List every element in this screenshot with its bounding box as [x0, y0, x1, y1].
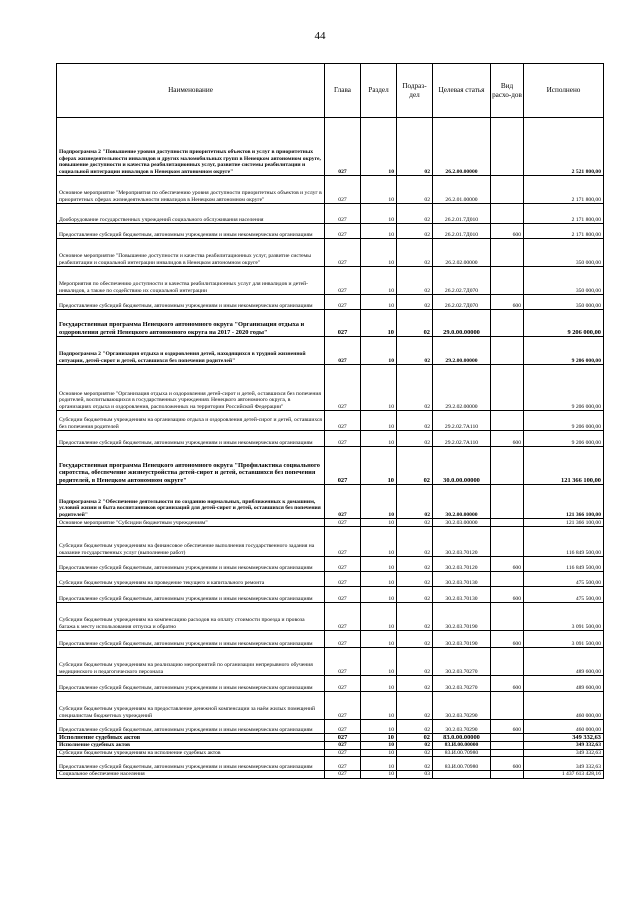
cell-podrazdel: 02	[397, 176, 433, 204]
cell-glava: 027	[325, 519, 361, 527]
cell-glava: 027	[325, 295, 361, 310]
table-row	[57, 365, 604, 411]
cell-glava: 027	[325, 239, 361, 267]
table-row	[57, 527, 604, 557]
cell-razdel: 10	[361, 267, 397, 295]
cell-glava: 027	[325, 527, 361, 557]
cell-name: Исполнение судебных актов	[57, 734, 325, 742]
cell-glava: 027	[325, 757, 361, 771]
cell-razdel: 10	[361, 648, 397, 676]
cell-amount: 2 171 800,00	[524, 176, 604, 204]
cell-target: 30.2.03.70270	[433, 648, 491, 676]
cell-vid	[491, 519, 524, 527]
cell-name: Подпрограмма 2 "Обеспечение деятельности по созданию нормальных, приближенных к домашним, условий жизни и быта воспитанников организаций для детей-сирот и детей, оставшихся без попечения родителей"	[57, 485, 325, 519]
cell-glava: 027	[325, 365, 361, 411]
cell-name: Подпрограмма 2 "Повышение уровня доступности приоритетных объектов и услуг в приоритетных сферах жизнедеятельности инвалидов и других маломобильных групп в Ненецком автономном округе, повышение доступности и качества реабилитационных услуг, развитие системы реабилитации и социальной интеграции инвалидов в Ненецком автономном округе"	[57, 118, 325, 176]
cell-vid	[491, 176, 524, 204]
cell-vid	[491, 692, 524, 720]
cell-amount: 460 000,00	[524, 692, 604, 720]
cell-glava: 027	[325, 118, 361, 176]
cell-podrazdel: 02	[397, 734, 433, 742]
cell-vid	[491, 527, 524, 557]
cell-vid	[491, 411, 524, 431]
cell-razdel: 10	[361, 771, 397, 778]
cell-podrazdel: 02	[397, 447, 433, 485]
table-row	[57, 734, 604, 742]
table-row	[57, 295, 604, 310]
cell-podrazdel: 02	[397, 204, 433, 224]
cell-target: 29.2.00.00000	[433, 337, 491, 365]
cell-amount: 121 366 100,00	[524, 485, 604, 519]
cell-target: 30.2.03.70270	[433, 676, 491, 692]
cell-vid	[491, 310, 524, 337]
cell-glava: 027	[325, 447, 361, 485]
cell-target: 30.2.03.70130	[433, 587, 491, 603]
cell-podrazdel: 02	[397, 692, 433, 720]
cell-vid: 600	[491, 587, 524, 603]
cell-name: Подпрограмма 2 "Организация отдыха и оздоровления детей, находящихся в трудной жизненной ситуации, детей-сирот и детей, оставшихся без попечения родителей"	[57, 337, 325, 365]
header-ispolneno: Исполнено	[524, 64, 604, 118]
cell-target: 30.2.03.70120	[433, 527, 491, 557]
table-row	[57, 431, 604, 447]
cell-podrazdel: 02	[397, 631, 433, 648]
cell-podrazdel: 02	[397, 485, 433, 519]
cell-glava: 027	[325, 204, 361, 224]
cell-amount: 9 206 000,00	[524, 337, 604, 365]
cell-vid	[491, 734, 524, 742]
cell-podrazdel: 02	[397, 519, 433, 527]
cell-vid: 600	[491, 295, 524, 310]
cell-target: 30.2.03.70130	[433, 572, 491, 587]
cell-amount: 349 332,63	[524, 734, 604, 742]
cell-razdel: 10	[361, 411, 397, 431]
cell-razdel: 10	[361, 204, 397, 224]
cell-podrazdel: 02	[397, 239, 433, 267]
cell-amount: 3 091 500,00	[524, 603, 604, 631]
cell-name: Мероприятия по обеспечению доступности и качества реабилитационных услуг для инвалидов и детей-инвалидов, а также по содействию их социальной интеграции	[57, 267, 325, 295]
cell-razdel: 10	[361, 603, 397, 631]
cell-amount: 349 332,63	[524, 749, 604, 756]
cell-name: Дооборудование государственных учреждений социального обслуживания населения	[57, 204, 325, 224]
cell-razdel: 10	[361, 118, 397, 176]
cell-podrazdel: 02	[397, 295, 433, 310]
cell-podrazdel: 02	[397, 557, 433, 572]
cell-razdel: 10	[361, 431, 397, 447]
cell-podrazdel: 02	[397, 757, 433, 771]
cell-glava: 027	[325, 557, 361, 572]
cell-razdel: 10	[361, 527, 397, 557]
cell-target: 30.2.03.70190	[433, 631, 491, 648]
cell-vid	[491, 118, 524, 176]
table-row	[57, 337, 604, 365]
cell-amount: 2 171 800,00	[524, 224, 604, 239]
table-row	[57, 204, 604, 224]
cell-razdel: 10	[361, 734, 397, 742]
cell-razdel: 10	[361, 365, 397, 411]
cell-name: Субсидии бюджетным учреждениям на предоставление денежной компенсации за наём жилых помещений специалистам бюджетных учреждений	[57, 692, 325, 720]
cell-vid: 600	[491, 676, 524, 692]
cell-amount: 2 521 800,00	[524, 118, 604, 176]
table-row	[57, 720, 604, 734]
cell-amount: 349 332,63	[524, 757, 604, 771]
cell-vid: 600	[491, 224, 524, 239]
cell-vid	[491, 447, 524, 485]
cell-razdel: 10	[361, 742, 397, 749]
cell-amount: 121 366 100,00	[524, 519, 604, 527]
cell-vid	[491, 742, 524, 749]
table-row	[57, 603, 604, 631]
cell-razdel: 10	[361, 557, 397, 572]
cell-podrazdel: 02	[397, 720, 433, 734]
cell-razdel: 10	[361, 337, 397, 365]
cell-name: Основное мероприятие "Повышение доступности и качества реабилитационных услуг, развитие системы реабилитации и социальной интеграции инвалидов в Ненецком автономном округе"	[57, 239, 325, 267]
cell-vid	[491, 603, 524, 631]
cell-glava: 027	[325, 572, 361, 587]
cell-razdel: 10	[361, 676, 397, 692]
cell-razdel: 10	[361, 447, 397, 485]
cell-vid: 600	[491, 431, 524, 447]
table-row	[57, 648, 604, 676]
header-name: Наименование	[57, 64, 325, 118]
cell-name: Субсидии бюджетным учреждениям на организацию отдыха и оздоровления детей-сирот и детей, оставшихся без попечения родителей	[57, 411, 325, 431]
table-row	[57, 411, 604, 431]
cell-target: 26.2.01.7Д010	[433, 204, 491, 224]
cell-razdel: 10	[361, 485, 397, 519]
budget-table	[56, 63, 604, 779]
cell-amount: 350 000,00	[524, 295, 604, 310]
cell-podrazdel: 03	[397, 771, 433, 778]
cell-name: Предоставление субсидий бюджетным, автономным учреждениям и иным некоммерческим организациям	[57, 631, 325, 648]
cell-amount: 460 000,00	[524, 720, 604, 734]
cell-target: 29.2.02.7А110	[433, 431, 491, 447]
cell-glava: 027	[325, 734, 361, 742]
cell-name: Предоставление субсидий бюджетным, автономным учреждениям и иным некоммерческим организациям	[57, 295, 325, 310]
cell-amount: 489 600,00	[524, 676, 604, 692]
cell-glava: 027	[325, 310, 361, 337]
table-row	[57, 267, 604, 295]
cell-name: Субсидии бюджетным учреждениям на реализацию мероприятий по организации непрерывного обучения медицинского и педагогического персонала	[57, 648, 325, 676]
cell-amount: 475 500,00	[524, 587, 604, 603]
cell-glava: 027	[325, 267, 361, 295]
cell-razdel: 10	[361, 631, 397, 648]
cell-amount: 3 091 500,00	[524, 631, 604, 648]
cell-glava: 027	[325, 692, 361, 720]
cell-amount: 116 849 500,00	[524, 527, 604, 557]
table-row	[57, 749, 604, 756]
header-vid: Вид расхо-дов	[491, 64, 524, 118]
cell-podrazdel: 02	[397, 587, 433, 603]
cell-razdel: 10	[361, 176, 397, 204]
cell-name: Предоставление субсидий бюджетным, автономным учреждениям и иным некоммерческим организациям	[57, 431, 325, 447]
cell-amount: 350 000,00	[524, 267, 604, 295]
cell-amount: 489 600,00	[524, 648, 604, 676]
cell-name: Предоставление субсидий бюджетным, автономным учреждениям и иным некоммерческим организациям	[57, 557, 325, 572]
cell-target: 26.2.01.00000	[433, 176, 491, 204]
cell-razdel: 10	[361, 310, 397, 337]
cell-target: 83.И.00.00000	[433, 742, 491, 749]
cell-podrazdel: 02	[397, 572, 433, 587]
cell-name: Государственная программа Ненецкого автономного округа "Организация отдыха и оздоровления детей Ненецкого автономного округа на 2017 - 2020 годы"	[57, 310, 325, 337]
cell-target: 26.2.02.00000	[433, 239, 491, 267]
cell-glava: 027	[325, 749, 361, 756]
cell-podrazdel: 02	[397, 411, 433, 431]
cell-podrazdel: 02	[397, 224, 433, 239]
cell-amount: 2 171 800,00	[524, 204, 604, 224]
cell-target: 26.2.00.00000	[433, 118, 491, 176]
cell-vid	[491, 485, 524, 519]
cell-name: Субсидии бюджетным учреждениям на финансовое обеспечение выполнения государственного задания на оказание государственных услуг (выполнение работ)	[57, 527, 325, 557]
table-row	[57, 572, 604, 587]
cell-target: 29.2.02.00000	[433, 365, 491, 411]
cell-podrazdel: 02	[397, 118, 433, 176]
cell-vid	[491, 771, 524, 778]
cell-amount: 350 000,00	[524, 239, 604, 267]
cell-glava: 027	[325, 771, 361, 778]
cell-glava: 027	[325, 720, 361, 734]
cell-glava: 027	[325, 337, 361, 365]
cell-target: 83.И.00.70980	[433, 749, 491, 756]
table-row	[57, 485, 604, 519]
table-row	[57, 557, 604, 572]
cell-name: Основное мероприятие "Субсидии бюджетным учреждениям"	[57, 519, 325, 527]
cell-target: 30.2.03.70290	[433, 692, 491, 720]
cell-vid: 600	[491, 557, 524, 572]
table-row	[57, 676, 604, 692]
cell-name: Предоставление субсидий бюджетным, автономным учреждениям и иным некоммерческим организациям	[57, 587, 325, 603]
page-number: 44	[314, 30, 326, 42]
cell-glava: 027	[325, 631, 361, 648]
table-row	[57, 519, 604, 527]
cell-podrazdel: 02	[397, 676, 433, 692]
header-razdel: Раздел	[361, 64, 397, 118]
cell-target: 26.2.02.7Д070	[433, 267, 491, 295]
cell-razdel: 10	[361, 519, 397, 527]
cell-vid	[491, 648, 524, 676]
cell-name: Предоставление субсидий бюджетным, автономным учреждениям и иным некоммерческим организациям	[57, 224, 325, 239]
table-row	[57, 224, 604, 239]
cell-vid	[491, 572, 524, 587]
cell-razdel: 10	[361, 749, 397, 756]
header-celevaya: Целевая статья	[433, 64, 491, 118]
cell-vid: 600	[491, 757, 524, 771]
cell-amount: 1 437 613 428,16	[524, 771, 604, 778]
table-row	[57, 239, 604, 267]
cell-podrazdel: 02	[397, 365, 433, 411]
cell-amount: 9 206 000,00	[524, 365, 604, 411]
cell-amount: 349 332,63	[524, 742, 604, 749]
cell-name: Основное мероприятие "Организация отдыха и оздоровления детей-сирот и детей, оставшихся без попечения родителей, воспитывающихся в государственных учреждениях Ненецкого автономного округа, в организациях отдыха и оздоровления, расположенных на территории Российской Федерации"	[57, 365, 325, 411]
cell-target: 29.0.00.00000	[433, 310, 491, 337]
cell-name: Социальное обеспечение населения	[57, 771, 325, 778]
cell-glava: 027	[325, 648, 361, 676]
cell-vid	[491, 239, 524, 267]
table-row	[57, 310, 604, 337]
cell-podrazdel: 02	[397, 749, 433, 756]
table-row	[57, 692, 604, 720]
cell-amount: 475 500,00	[524, 572, 604, 587]
cell-vid	[491, 267, 524, 295]
cell-razdel: 10	[361, 692, 397, 720]
cell-glava: 027	[325, 485, 361, 519]
cell-podrazdel: 02	[397, 431, 433, 447]
cell-vid	[491, 749, 524, 756]
cell-glava: 027	[325, 224, 361, 239]
table-header-row	[57, 64, 604, 118]
cell-name: Субсидии бюджетным учреждениям на компенсацию расходов на оплату стоимости проезда и провоза багажа к месту использования отпуска и обратно	[57, 603, 325, 631]
cell-name: Предоставление субсидий бюджетным, автономным учреждениям и иным некоммерческим организациям	[57, 757, 325, 771]
header-glava: Глава	[325, 64, 361, 118]
cell-amount: 116 849 500,00	[524, 557, 604, 572]
cell-glava: 027	[325, 676, 361, 692]
cell-vid	[491, 204, 524, 224]
cell-glava: 027	[325, 603, 361, 631]
cell-target: 30.0.00.00000	[433, 447, 491, 485]
cell-name: Исполнение судебных актов	[57, 742, 325, 749]
table-row	[57, 176, 604, 204]
cell-razdel: 10	[361, 572, 397, 587]
cell-target: 83.И.00.70980	[433, 757, 491, 771]
cell-razdel: 10	[361, 720, 397, 734]
cell-glava: 027	[325, 411, 361, 431]
cell-podrazdel: 02	[397, 603, 433, 631]
cell-amount: 9 206 000,00	[524, 431, 604, 447]
cell-target: 30.2.03.70120	[433, 557, 491, 572]
cell-razdel: 10	[361, 295, 397, 310]
cell-name: Государственная программа Ненецкого автономного округа "Профилактика социального сиротства, обеспечение жизнеустройства детей-сирот и детей, оставшихся без попечения родителей, в Ненецком автономном округе"	[57, 447, 325, 485]
cell-target: 83.0.00.00000	[433, 734, 491, 742]
cell-name: Субсидии бюджетным учреждениям на исполнение судебных актов	[57, 749, 325, 756]
table-row	[57, 757, 604, 771]
table-row	[57, 118, 604, 176]
cell-glava: 027	[325, 431, 361, 447]
cell-target: 26.2.02.7Д070	[433, 295, 491, 310]
cell-target: 26.2.01.7Д010	[433, 224, 491, 239]
cell-vid: 600	[491, 720, 524, 734]
cell-amount: 9 206 000,00	[524, 411, 604, 431]
cell-target: 29.2.02.7А110	[433, 411, 491, 431]
cell-target: 30.2.00.00000	[433, 485, 491, 519]
cell-podrazdel: 02	[397, 648, 433, 676]
cell-razdel: 10	[361, 757, 397, 771]
cell-razdel: 10	[361, 224, 397, 239]
table-body	[57, 118, 604, 779]
cell-name: Предоставление субсидий бюджетным, автономным учреждениям и иным некоммерческим организациям	[57, 676, 325, 692]
cell-target	[433, 771, 491, 778]
cell-glava: 027	[325, 742, 361, 749]
cell-razdel: 10	[361, 587, 397, 603]
cell-podrazdel: 02	[397, 337, 433, 365]
table-row	[57, 587, 604, 603]
table-row	[57, 631, 604, 648]
cell-name: Субсидии бюджетным учреждениям на проведение текущего и капитального ремонта	[57, 572, 325, 587]
cell-glava: 027	[325, 176, 361, 204]
cell-podrazdel: 02	[397, 310, 433, 337]
cell-vid	[491, 337, 524, 365]
cell-target: 30.2.03.70190	[433, 603, 491, 631]
table-row	[57, 742, 604, 749]
table-row	[57, 771, 604, 778]
cell-vid	[491, 365, 524, 411]
cell-podrazdel: 02	[397, 742, 433, 749]
table-row	[57, 447, 604, 485]
cell-target: 30.2.03.70290	[433, 720, 491, 734]
cell-amount: 9 206 000,00	[524, 310, 604, 337]
cell-amount: 121 366 100,00	[524, 447, 604, 485]
cell-glava: 027	[325, 587, 361, 603]
cell-name: Основное мероприятие "Мероприятия по обеспечению уровня доступности приоритетных объектов и услуг в приоритетных сферах жизнедеятельности инвалидов в Ненецком автономном округе"	[57, 176, 325, 204]
header-podrazdel: Подраз-дел	[397, 64, 433, 118]
cell-name: Предоставление субсидий бюджетным, автономным учреждениям и иным некоммерческим организациям	[57, 720, 325, 734]
cell-podrazdel: 02	[397, 527, 433, 557]
cell-podrazdel: 02	[397, 267, 433, 295]
cell-vid: 600	[491, 631, 524, 648]
cell-razdel: 10	[361, 239, 397, 267]
cell-target: 30.2.03.00000	[433, 519, 491, 527]
